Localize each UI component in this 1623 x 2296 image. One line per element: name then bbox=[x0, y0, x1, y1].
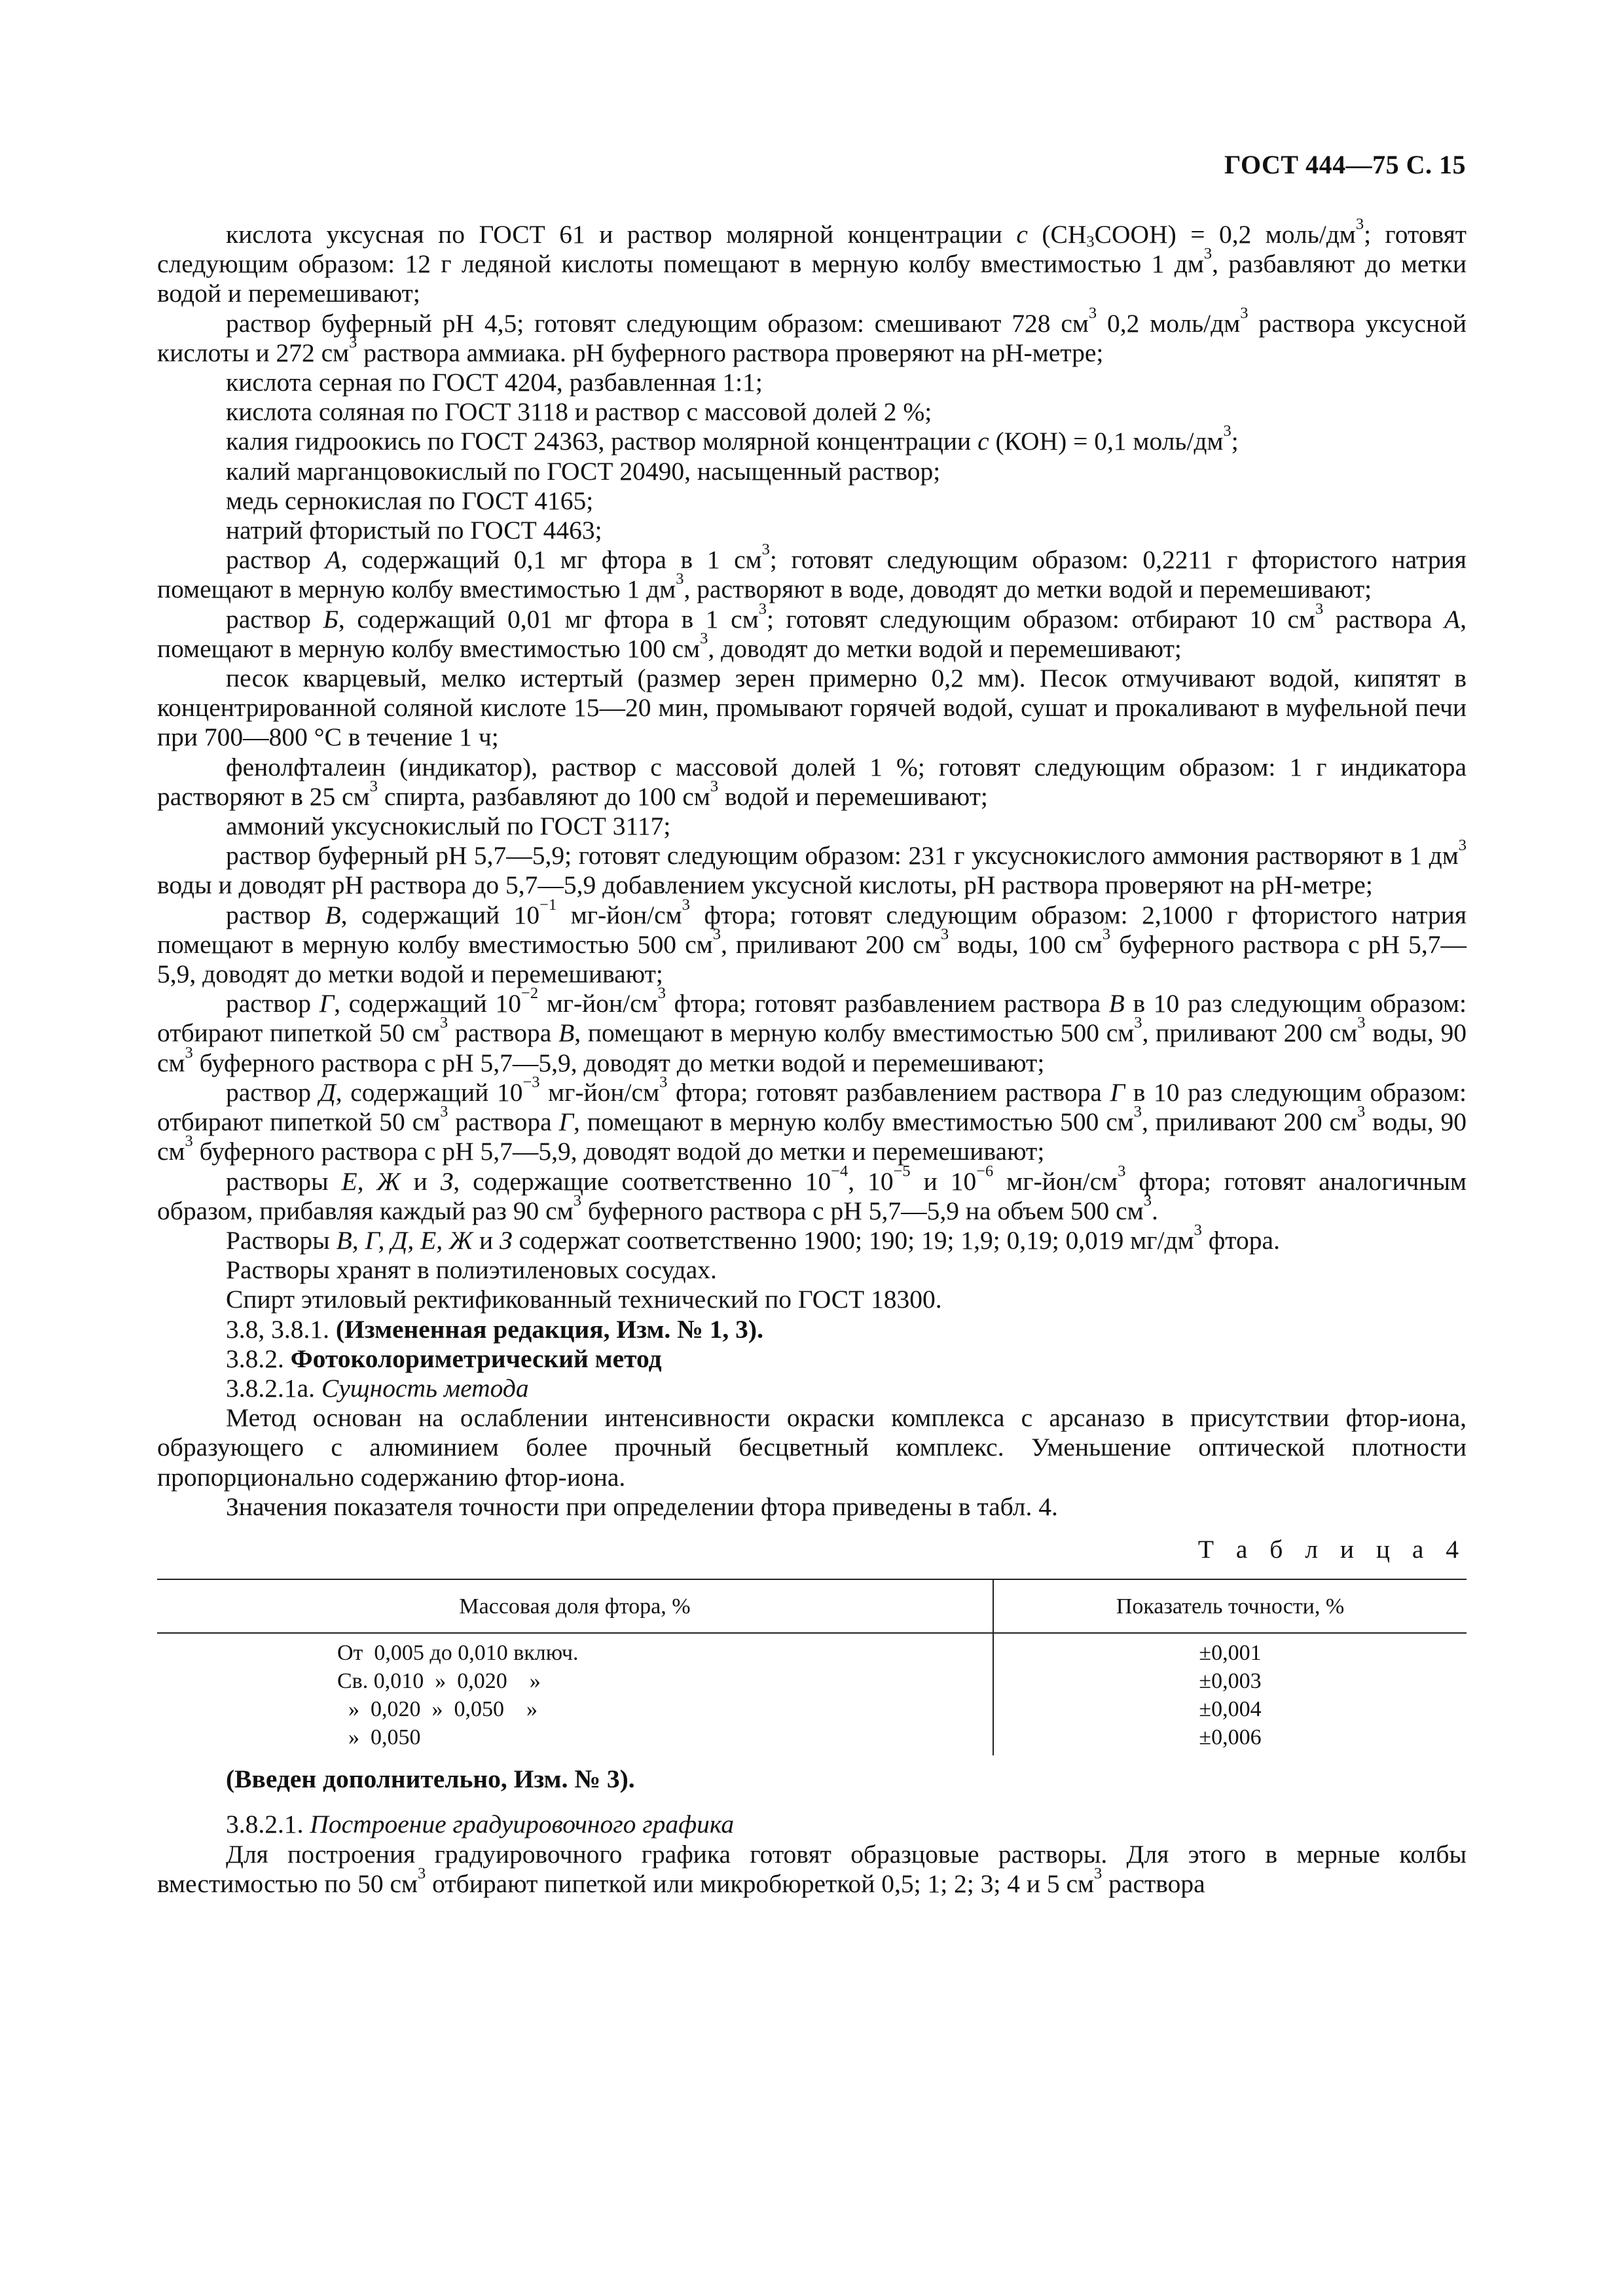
paragraph: раствор В, содержащий $10^{-1}$ $мг-йон/см^3$ фтора; готовят следующим образом: 2,1000 г фтористого натрия помещают в мерную колбу вместимостью 500 $см^3$, приливают 200 $см^3$ воды, 100 $см^3$ буферного раствора с рН 5,7—5,9, доводят до метки водой и перемешивают; bbox=[157, 895, 1467, 989]
section-heading: 3.8.2. Фотоколориметрический метод bbox=[226, 1344, 662, 1373]
paragraph: калий марганцовокислый по ГОСТ 20490, насыщенный раствор; bbox=[226, 456, 941, 486]
paragraph: раствор Б, содержащий 0,01 мг фтора в 1 $см^3$; готовят следующим образом: отбирают 10 $см^3$ раствора А, помещают в мерную колбу вместимостью 100 $см^3$, доводят до метки водой и перемешивают; bbox=[157, 600, 1467, 663]
accuracy-2: ±0,004 bbox=[1199, 1697, 1262, 1722]
paragraph: аммоний уксуснокислый по ГОСТ 3117; bbox=[226, 812, 671, 841]
accuracy-table bbox=[157, 1579, 1467, 1755]
amendment-note: (Введен дополнительно, Изм. № 3). bbox=[226, 1765, 635, 1794]
paragraph: раствор буферный рН 4,5; готовят следующим образом: смешивают 728 $см^3$ 0,2 моль/$дм^3$ раствора уксусной кислоты и 272 $см^3$ раствора аммиака. рН буферного раствора проверяют на рН-метре; bbox=[157, 304, 1467, 367]
accuracy-3: ±0,006 bbox=[1199, 1725, 1262, 1750]
paragraph: фенолфталеин (индикатор), раствор с массовой долей 1 %; готовят следующим образом: 1 г индикатора растворяют в 25 $см^3$ спирта, разбавляют до 100 $см^3$ водой и перемешивают; bbox=[157, 752, 1467, 811]
paragraph: натрий фтористый по ГОСТ 4463; bbox=[226, 516, 602, 545]
paragraph: песок кварцевый, мелко истертый (размер зерен примерно 0,2 мм). Песок отмучивают водой, кипятят в концентрированной соляной кислоте 15—20 мин, промывают горячей водой, сушат и прокаливают в муфельной печи при 700—800 °С в течение 1 ч; bbox=[157, 664, 1467, 752]
paragraph: Спирт этиловый ректификованный технический по ГОСТ 18300. bbox=[226, 1285, 942, 1314]
paragraph: раствор буферный рН 5,7—5,9; готовят следующим образом: 231 г уксуснокислого аммония растворяют в 1 $дм^3$ воды и доводят рН раствора до 5,7—5,9 добавлением уксусной кислоты, рН раствора проверяют на рН-метре; bbox=[157, 836, 1467, 900]
page-header: ГОСТ 444—75 С. 15 bbox=[1224, 150, 1466, 179]
range-0: От 0,005 до 0,010 включ. bbox=[337, 1641, 579, 1666]
paragraph: кислота соляная по ГОСТ 3118 и раствор с массовой долей 2 %; bbox=[226, 397, 932, 427]
paragraph: Растворы хранят в полиэтиленовых сосудах. bbox=[226, 1255, 717, 1285]
paragraph: медь сернокислая по ГОСТ 4165; bbox=[226, 486, 594, 515]
column-header: Показатель точности, % bbox=[993, 1579, 1467, 1633]
accuracy-1: ±0,003 bbox=[1199, 1669, 1262, 1694]
paragraph: раствор А, содержащий 0,1 мг фтора в 1 $см^3$; готовят следующим образом: 0,2211 г фтористого натрия помещают в мерную колбу вместимостью 1 $дм^3$, растворяют в воде, доводят до метки водой и перемешивают; bbox=[157, 541, 1467, 604]
paragraph: Значения показателя точности при определении фтора приведены в табл. 4. bbox=[226, 1492, 1058, 1521]
table-row bbox=[157, 1633, 1467, 1755]
column-header: Массовая доля фтора, % bbox=[157, 1579, 993, 1633]
range-1: Св. 0,010 » 0,020 » bbox=[337, 1669, 541, 1694]
subsection-heading: 3.8.2.1. Построение градуировочного графика bbox=[226, 1810, 735, 1839]
paragraph: раствор Д, содержащий $10^{-3}$ $мг-йон/см^3$ фтора; готовят разбавлением раствора Г в 10 раз следующим образом: отбирают пипеткой 50 $см^3$ раствора Г, помещают в мерную колбу вместимостью 500 $см^3$, приливают 200 $см^3$ воды, 90 $см^3$ буферного раствора с рН 5,7—5,9, доводят водой до метки и перемешивают; bbox=[157, 1073, 1467, 1166]
range-3: » 0,050 bbox=[337, 1725, 421, 1750]
accuracy-0: ±0,001 bbox=[1199, 1641, 1262, 1666]
table-header-row bbox=[157, 1579, 1467, 1633]
document-body bbox=[157, 215, 1467, 1899]
paragraph: Для построения градуировочного графика готовят образцовые растворы. Для этого в мерные колбы вместимостью по 50 $см^3$ отбирают пипеткой или микробюреткой 0,5; 1; 2; 3; 4 и 5 $см^3$ раствора bbox=[157, 1839, 1467, 1898]
paragraph: кислота серная по ГОСТ 4204, разбавленная 1:1; bbox=[226, 368, 763, 397]
paragraph: калия гидроокись по ГОСТ 24363, раствор молярной концентрации с (КОН) = 0,1 моль/$дм^3$; bbox=[226, 422, 1239, 456]
paragraph: раствор Г, содержащий $10^{-2}$ $мг-йон/см^3$ фтора; готовят разбавлением раствора В в 10 раз следующим образом: отбирают пипеткой 50 $см^3$ раствора В, помещают в мерную колбу вместимостью 500 $см^3$, приливают 200 $см^3$ воды, 90 $см^3$ буферного раствора с рН 5,7—5,9, доводят до метки водой и перемешивают; bbox=[157, 984, 1467, 1077]
paragraph: растворы Е, Ж и З, содержащие соответственно $10^{-4}$, $10^{-5}$ и $10^{-6}$ $мг-йон/см^3$ фтора; готовят аналогичным образом, прибавляя каждый раз 90 $см^3$ буферного раствора с рН 5,7—5,9 на объем 500 $см^3$. bbox=[157, 1162, 1467, 1225]
range-2: » 0,020 » 0,050 » bbox=[337, 1697, 538, 1722]
table-caption: Т а б л и ц а 4 bbox=[1197, 1534, 1467, 1564]
paragraph: кислота уксусная по ГОСТ 61 и раствор молярной концентрации с $(CH_3COOH) = 0,2$ моль/$дм^3$; готовят следующим образом: 12 г ледяной кислоты помещают в мерную колбу вместимостью 1 $дм^3$, разбавляют до метки водой и перемешивают; bbox=[157, 215, 1467, 308]
subsection-heading: 3.8.2.1а. Сущность метода bbox=[226, 1373, 529, 1403]
paragraph: Растворы В, Г, Д, Е, Ж и З содержат соответственно 1900; 190; 19; 1,9; 0,19; 0,019 $мг/дм^3$ фтора. bbox=[226, 1221, 1280, 1255]
table-cell-range bbox=[157, 1633, 993, 1755]
amendment-note: 3.8, 3.8.1. (Измененная редакция, Изм. № 1, 3). bbox=[226, 1314, 763, 1344]
paragraph: Метод основан на ослаблении интенсивности окраски комплекса с арсаназо в присутствии фтор-иона, образующего с алюминием более прочный бесцветный комплекс. Уменьшение оптической плотности пропорционально содержанию фтор-иона. bbox=[157, 1403, 1467, 1492]
table-cell-accuracy bbox=[993, 1633, 1467, 1755]
